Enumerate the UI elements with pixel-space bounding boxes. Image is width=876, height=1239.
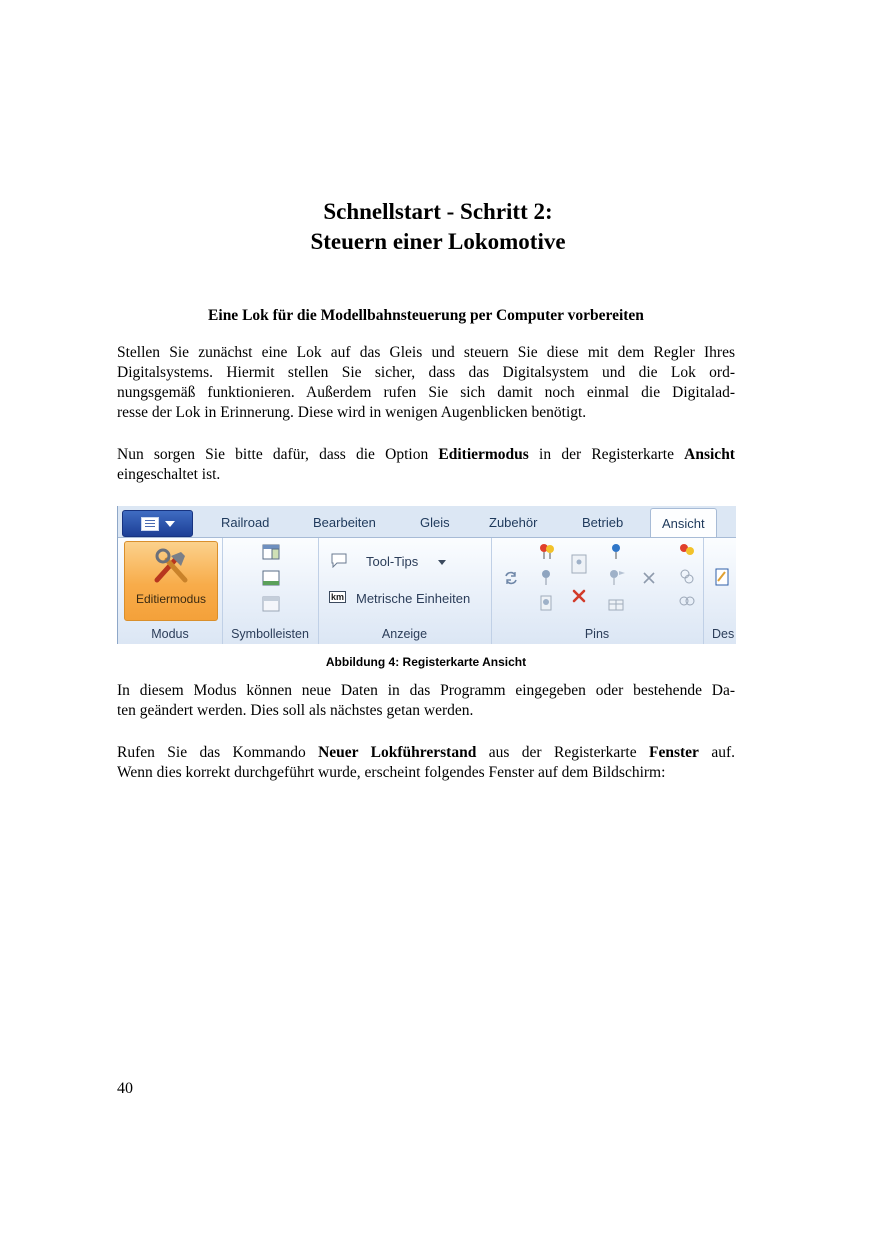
paragraph-line: Digitalsystems. Hiermit stellen Sie sicher, dass das Digitalsystem und die Lok ord- xyxy=(117,364,735,381)
text-run: in der Registerkarte xyxy=(528,446,685,463)
title-line-2: Steuern einer Lokomotive xyxy=(310,229,566,254)
group-label: Symbolleisten xyxy=(231,627,309,641)
group-modus xyxy=(118,538,223,644)
page-title xyxy=(0,197,876,257)
pin-card-icon[interactable] xyxy=(571,554,587,574)
bold-editiermodus: Editiermodus xyxy=(438,446,529,463)
paragraph-line: eingeschaltet ist. xyxy=(117,466,221,483)
km-icon: km xyxy=(331,592,345,602)
tools-icon xyxy=(151,548,191,584)
tooltips-dropdown[interactable]: Tool-Tips xyxy=(366,554,419,569)
tab-bearbeiten[interactable]: Bearbeiten xyxy=(313,515,376,530)
chevron-down-icon xyxy=(165,521,175,527)
dropdown-arrow-icon[interactable] xyxy=(438,560,446,565)
paragraph-line: Stellen Sie zunächst eine Lok auf das Gleis und steuern Sie diese mit dem Regler Ihres xyxy=(117,344,735,361)
blue-pin-icon[interactable] xyxy=(609,542,623,560)
group-pins xyxy=(491,538,704,644)
text-run: aus der Registerkarte xyxy=(476,744,650,761)
figure-caption: Abbildung 4: Registerkarte Ansicht xyxy=(325,655,527,669)
users-group-icon[interactable] xyxy=(677,594,697,612)
toolbar-window-icon[interactable] xyxy=(262,544,280,560)
ribbon-body xyxy=(118,537,736,644)
group-anzeige xyxy=(318,538,492,644)
paragraph-line xyxy=(117,743,735,763)
text-run: Rufen Sie das Kommando xyxy=(117,744,319,761)
paragraph-2 xyxy=(117,445,735,485)
delete-pin-icon[interactable] xyxy=(571,588,587,604)
bold-neuer-lokfuehrerstand: Neuer Lokführerstand xyxy=(318,744,477,761)
paragraph-3 xyxy=(117,681,735,721)
tooltip-icon xyxy=(330,552,348,568)
close-icon[interactable] xyxy=(641,570,657,586)
pin-table-icon[interactable] xyxy=(607,594,627,612)
design-icon[interactable] xyxy=(715,568,729,586)
paragraph-line: In diesem Modus können neue Daten in das Programm eingegeben oder bestehende Da- xyxy=(117,682,735,699)
pin-label-icon[interactable] xyxy=(539,594,553,612)
page-number: 40 xyxy=(117,1080,133,1097)
bold-fenster: Fenster xyxy=(649,744,699,761)
group-des xyxy=(703,538,736,644)
users-colored-icon[interactable] xyxy=(677,542,697,560)
editiermodus-label: Editiermodus xyxy=(135,592,207,606)
refresh-icon[interactable] xyxy=(503,570,519,586)
title-line-1: Schnellstart - Schritt 2: xyxy=(323,199,553,224)
document-icon xyxy=(141,517,159,531)
group-label: Des xyxy=(712,627,735,641)
tab-zubehoer[interactable]: Zubehör xyxy=(489,515,538,530)
group-label: Pins xyxy=(584,627,610,641)
tab-railroad[interactable]: Railroad xyxy=(221,515,270,530)
pin-flags-icon[interactable] xyxy=(607,568,627,586)
group-label: Modus xyxy=(151,627,189,641)
paragraph-4 xyxy=(117,743,735,783)
paragraph-line xyxy=(117,445,735,465)
bold-ansicht: Ansicht xyxy=(684,446,735,463)
editiermodus-button[interactable] xyxy=(124,541,218,621)
paragraph-line: nungsgemäß funktionieren. Außerdem rufen Sie sich damit noch einmal die Digitalad- xyxy=(117,384,735,401)
paragraph-line: resse der Lok in Erinnerung. Diese wird in wenigen Augenblicken benötigt. xyxy=(117,404,587,421)
application-menu-button[interactable] xyxy=(122,510,193,537)
pin-icon[interactable] xyxy=(539,568,553,586)
ribbon-screenshot xyxy=(117,506,736,644)
tab-gleis[interactable]: Gleis xyxy=(420,515,450,530)
group-label: Anzeige xyxy=(381,627,428,641)
metrische-einheiten-toggle[interactable]: Metrische Einheiten xyxy=(356,591,471,606)
text-run: auf. xyxy=(698,744,735,761)
paragraph-line: Wenn dies korrekt durchgeführt wurde, erscheint folgendes Fenster auf dem Bildschirm: xyxy=(117,764,666,781)
text-run: Nun sorgen Sie bitte dafür, dass die Option xyxy=(117,446,439,463)
colored-pins-icon[interactable] xyxy=(537,542,557,560)
tab-betrieb[interactable]: Betrieb xyxy=(582,515,624,530)
group-symbolleisten xyxy=(222,538,319,644)
window-icon[interactable] xyxy=(262,596,280,612)
tab-ansicht[interactable]: Ansicht xyxy=(650,508,717,539)
paragraph-line: ten geändert werden. Dies soll als nächstes getan werden. xyxy=(117,702,474,719)
paragraph-1 xyxy=(117,343,735,423)
statusbar-window-icon[interactable] xyxy=(262,570,280,586)
section-heading: Eine Lok für die Modellbahnsteuerung per Computer vorbereiten xyxy=(208,307,644,324)
users-outline-icon[interactable] xyxy=(677,568,697,586)
ribbon-tab-bar xyxy=(118,506,736,538)
